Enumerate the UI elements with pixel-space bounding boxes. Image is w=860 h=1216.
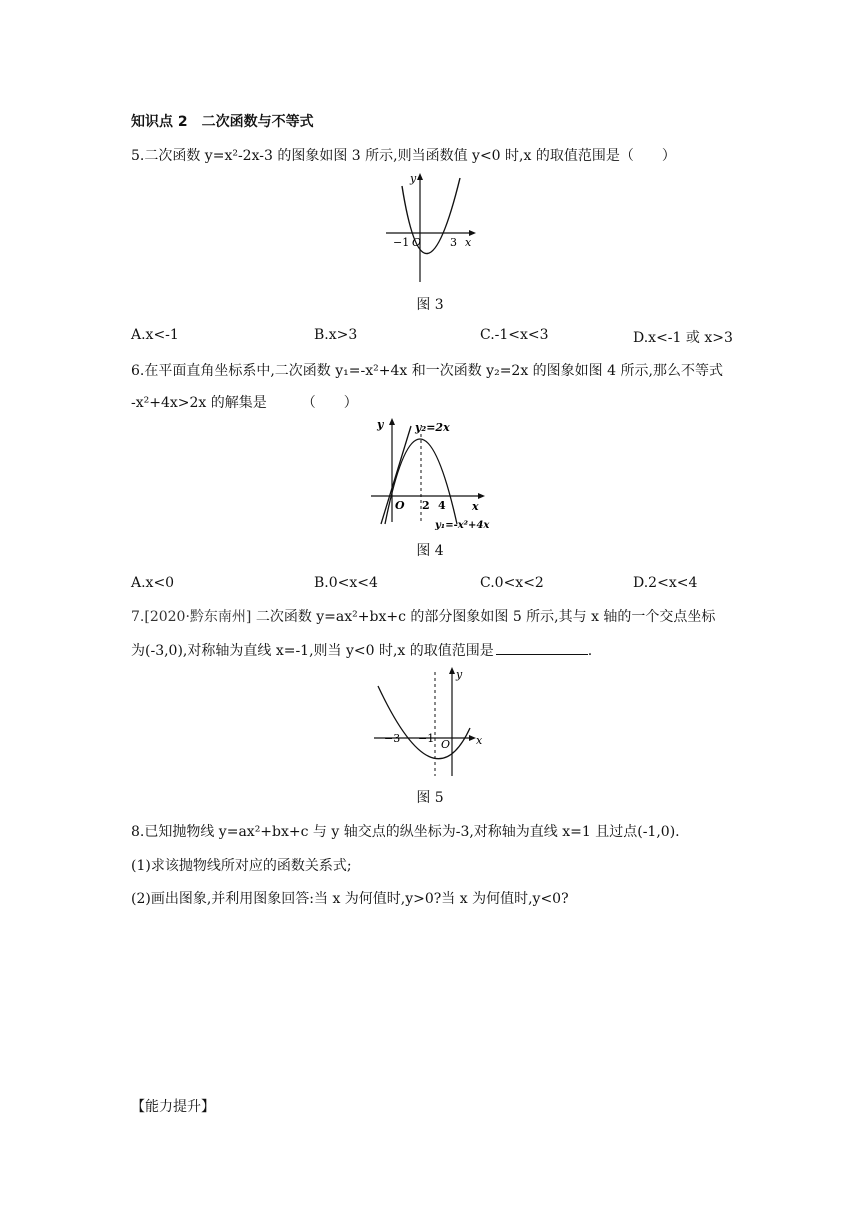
fig4-label-2: 2 [422,499,430,512]
question-7-text: 二次函数 y=ax²+bx+c 的部分图象如图 5 所示,其与 x 轴的一个交点坐标 [251,609,716,625]
question-7-period: . [587,643,593,659]
fig5-x-arrow [469,735,476,741]
question-6-line2: -x²+4x>2x 的解集是 （ ） [131,395,358,411]
section-title: 知识点 2 二次函数与不等式 [131,114,314,130]
fig5-parabola [378,686,470,759]
q5-option-d: D.x<-1 或 x>3 [633,330,733,346]
fig3-label-3: 3 [450,236,457,249]
figure-5-caption: 图 5 [416,790,444,806]
q6-option-a: A.x<0 [131,575,175,591]
fig5-label-y: y [456,668,463,681]
ability-section-label: 【能力提升】 [131,1099,215,1115]
fig4-x-arrow [478,493,485,499]
question-8-text: 8.已知抛物线 y=ax²+bx+c 与 y 轴交点的纵坐标为-3,对称轴为直线 x=1 且过点(-1,0). [131,824,680,840]
fig4-label-4: 4 [438,499,446,512]
question-8-part-2: (2)画出图象,并利用图象回答:当 x 为何值时,y>0?当 x 为何值时,y<0? [131,891,569,907]
q6-option-d: D.2<x<4 [633,575,698,591]
fig4-label-x: x [472,500,479,513]
q5-option-b: B.x>3 [314,327,358,343]
fig4-label-y2: y₂=2x [415,421,450,434]
question-7-line2 [131,640,592,661]
answer-blank[interactable] [496,640,588,655]
fig3-label-neg1: −1 [393,236,410,249]
fig3-label-origin: O [412,236,422,249]
fig3-y-arrow [417,173,423,180]
figure-5-graph [370,666,490,782]
q5-option-c: C.-1<x<3 [480,327,549,343]
fig5-label-x: x [476,734,483,747]
fig4-y-arrow [389,418,395,425]
question-7-source: 7.[2020·黔东南州] [131,609,252,625]
fig5-label-neg3: −3 [384,732,401,745]
figure-4-graph [365,412,505,537]
question-5-text: 5.二次函数 y=x²-2x-3 的图象如图 3 所示,则当函数值 y<0 时,x 的取值范围是（ ） [131,148,676,164]
fig4-label-y1: y₁=-x²+4x [435,520,490,531]
fig4-label-y: y [377,418,384,431]
figure-4-caption: 图 4 [416,543,444,559]
fig3-label-x: x [465,236,472,249]
figure-3-caption: 图 3 [416,297,444,313]
figure-3-graph [380,170,480,285]
question-8-part-1: (1)求该抛物线所对应的函数关系式; [131,858,352,874]
fig3-label-y: y [410,172,417,185]
question-6-line1: 6.在平面直角坐标系中,二次函数 y₁=-x²+4x 和一次函数 y₂=2x 的图象如图 4 所示,那么不等式 [131,363,723,379]
fig5-label-neg1: −1 [418,732,435,745]
fig5-y-arrow [449,667,455,674]
q6-option-c: C.0<x<2 [480,575,544,591]
question-7-text-2: 为(-3,0),对称轴为直线 x=-1,则当 y<0 时,x 的取值范围是 [131,643,494,659]
fig5-label-origin: O [441,738,451,751]
question-7-line1 [131,607,715,627]
q5-option-a: A.x<-1 [131,327,179,343]
q6-option-b: B.0<x<4 [314,575,378,591]
fig4-label-origin: O [395,499,405,512]
